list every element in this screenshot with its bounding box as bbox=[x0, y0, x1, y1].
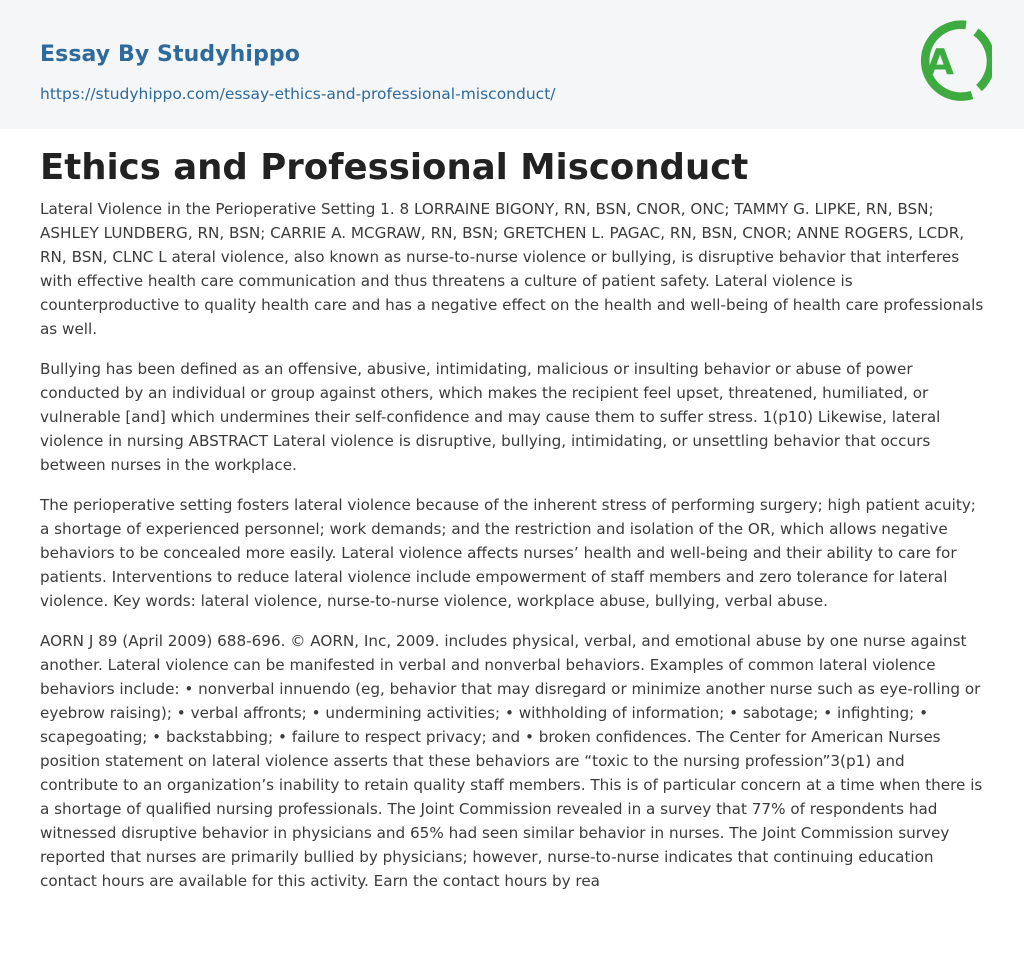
article bbox=[40, 144, 984, 909]
logo-ring-right bbox=[976, 32, 991, 88]
paragraph: AORN J 89 (April 2009) 688-696. © AORN, Inc, 2009. includes physical, verbal, and emotional abuse by one nurse against another. Lateral violence can be manifested in verbal and nonverbal behaviors. Examples of common lateral violence behaviors include: • nonverbal innuendo (eg, behavior that may disregard or minimize another nurse such as eye-rolling or eyebrow raising); • verbal affronts; • undermining activities; • withholding of information; • sabotage; • infighting; • scapegoating; • backstabbing; • failure to respect privacy; and • broken confidences. The Center for American Nurses position statement on lateral violence asserts that these behaviors are “toxic to the nursing profession”3(p1) and contribute to an organization’s inability to retain quality staff members. This is of particular concern at a time when there is a shortage of qualified nursing professionals. The Joint Commission revealed in a survey that 77% of respondents had witnessed disruptive behavior in physicians and 65% had seen similar behavior in nurses. The Joint Commission survey reported that nurses are primarily bullied by physicians; however, nurse-to-nurse indicates that continuing education contact hours are available for this activity. Earn the contact hours by rea bbox=[40, 632, 983, 890]
page-title: Ethics and Professional Misconduct bbox=[40, 147, 749, 188]
logo-letter: A bbox=[926, 42, 954, 83]
studyhippo-logo-icon[interactable] bbox=[906, 16, 992, 108]
site-header bbox=[0, 0, 1024, 129]
paragraph: Bullying has been defined as an offensive, abusive, intimidating, malicious or insulting behavior or abuse of power conducted by an individual or group against others, which makes the recipient feel upset, threatened, humiliated, or vulnerable [and] which undermines their self-confidence and may cause them to suffer stress. 1(p10) Likewise, lateral violence in nursing ABSTRACT Lateral violence is disruptive, bullying, intimidating, or unsettling behavior that occurs between nurses in the workplace. bbox=[40, 360, 941, 474]
paragraph: Lateral Violence in the Perioperative Setting 1. 8 LORRAINE BIGONY, RN, BSN, CNOR, ONC; TAMMY G. LIPKE, RN, BSN; ASHLEY LUNDBERG, RN, BSN; CARRIE A. MCGRAW, RN, BSN; GRETCHEN L. PAGAC, RN, BSN, CNOR; ANNE ROGERS, LCDR, RN, BSN, CLNC L ateral violence, also known as nurse-to-nurse violence or bullying, is disruptive behavior that interferes with effective health care communication and thus threatens a culture of patient safety. Lateral violence is counterproductive to quality health care and has a negative effect on the health and well-being of health care professionals as well. bbox=[40, 200, 984, 338]
site-title[interactable]: Essay By Studyhippo bbox=[40, 42, 300, 67]
source-url-link[interactable]: https://studyhippo.com/essay-ethics-and-professional-misconduct/ bbox=[40, 85, 556, 103]
paragraph: The perioperative setting fosters lateral violence because of the inherent stress of performing surgery; high patient acuity; a shortage of experienced personnel; work demands; and the restriction and isolation of the OR, which allows negative behaviors to be concealed more easily. Lateral violence affects nurses’ health and well-being and their ability to care for patients. Interventions to reduce lateral violence include empowerment of staff members and zero tolerance for lateral violence. Key words: lateral violence, nurse-to-nurse violence, workplace abuse, bullying, verbal abuse. bbox=[40, 496, 976, 610]
